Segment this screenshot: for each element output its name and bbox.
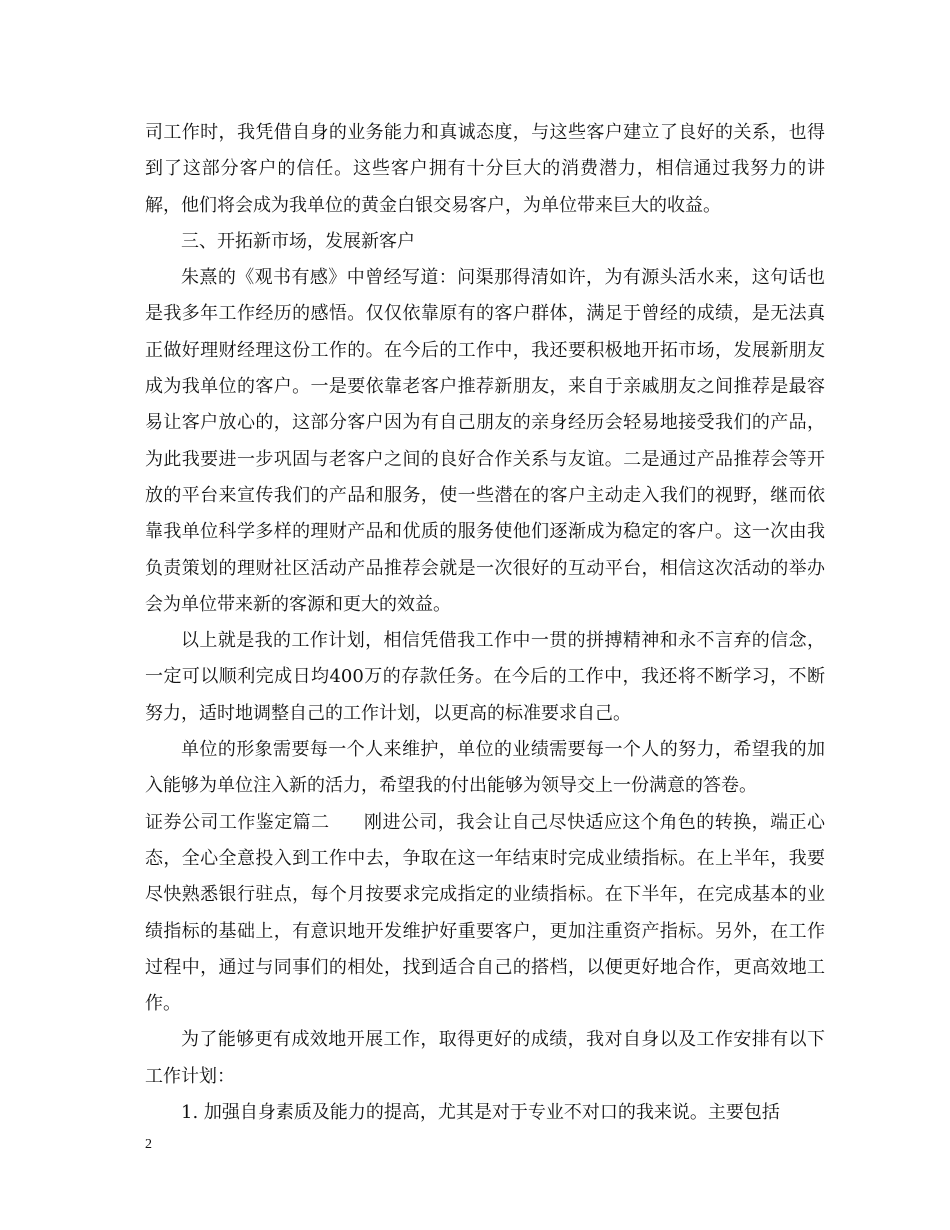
paragraph-plan-intro: 为了能够更有成效地开展工作，取得更好的成绩，我对自身以及工作安排有以下工作计划： [145, 1029, 825, 1087]
paragraph-plan-item-1: 1. 加强自身素质及能力的提高，尤其是对于专业不对口的我来说。主要包括 [181, 1102, 780, 1124]
paragraph-section-two [145, 805, 825, 1023]
page-number: 2 [145, 1137, 152, 1152]
paragraph-closing: 单位的形象需要每一个人来维护，单位的业绩需要每一个人的努力，希望我的加入能够为单位注入新的活力，希望我的付出能够为领导交上一份满意的答卷。 [145, 739, 825, 797]
document-body [145, 115, 825, 1131]
section-title: 证券公司工作鉴定篇二 [145, 811, 330, 833]
section-heading-new-market: 三、开拓新市场，发展新客户 [181, 230, 415, 252]
paragraph-work-plan-summary: 以上就是我的工作计划，相信凭借我工作中一贯的拼搏精神和永不言弃的信念，一定可以顺利完成日均400万的存款任务。在今后的工作中，我还将不断学习，不断努力，适时地调整自己的工作计划，以更高的标准要求自己。 [145, 630, 825, 724]
section-body: 刚进公司，我会让自己尽快适应这个角色的转换，端正心态，全心全意投入到工作中去，争取在这一年结束时完成业绩指标。在上半年，我要尽快熟悉银行驻点，每个月按要求完成指定的业绩指标。在下半年，在完成基本的业绩指标的基础上，有意识地开发维护好重要客户，更加注重资产指标。另外，在工作过程中，通过与同事们的相处，找到适合自己的搭档，以便更好地合作，更高效地工作。 [145, 811, 826, 1015]
paragraph-new-clients: 朱熹的《观书有感》中曾经写道：问渠那得清如许，为有源头活水来，这句话也是我多年工作经历的感悟。仅仅依靠原有的客户群体，满足于曾经的成绩，是无法真正做好理财经理这份工作的。在今后的工作中，我还要积极地开拓市场，发展新朋友成为我单位的客户。一是要依靠老客户推荐新朋友，来自于亲戚朋友之间推荐是最容易让客户放心的，这部分客户因为有自己朋友的亲身经历会轻易地接受我们的产品，为此我要进一步巩固与老客户之间的良好合作关系与友谊。二是通过产品推荐会等开放的平台来宣传我们的产品和服务，使一些潜在的客户主动走入我们的视野，继而依靠我单位科学多样的理财产品和优质的服务使他们逐渐成为稳定的客户。这一次由我负责策划的理财社区活动产品推荐会就是一次很好的互动平台，相信这次活动的举办会为单位带来新的客源和更大的效益。 [145, 267, 825, 615]
paragraph-continuation: 司工作时，我凭借自身的业务能力和真诚态度，与这些客户建立了良好的关系，也得到了这部分客户的信任。这些客户拥有十分巨大的消费潜力，相信通过我努力的讲解，他们将会成为我单位的黄金白银交易客户，为单位带来巨大的收益。 [145, 122, 825, 216]
